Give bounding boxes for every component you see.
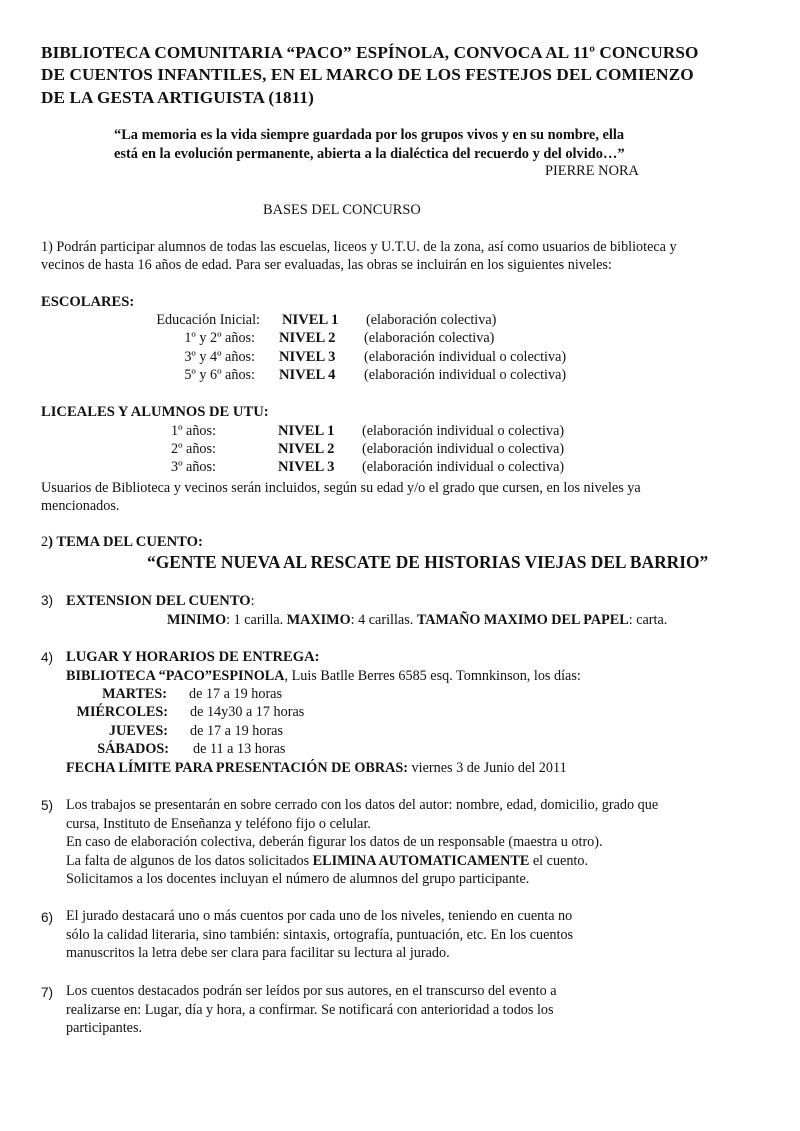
item-4-label: LUGAR Y HORARIOS DE ENTREGA: — [66, 649, 320, 665]
item-4-number: 4) — [41, 650, 54, 665]
schedule-hours-2: de 17 a 19 horas — [190, 723, 283, 739]
liceales-level-2: NIVEL 3 — [278, 459, 335, 475]
liceales-grade-2: 3º años: — [171, 459, 216, 475]
item-3-min-value: : 1 carilla. — [226, 612, 287, 628]
item-3-details — [167, 612, 667, 629]
schedule-day-2: JUEVES: — [108, 723, 168, 739]
document-title-line-1: BIBLIOTECA COMUNITARIA “PACO” ESPÍNOLA, CONVOCA AL 11º CONCURSO — [41, 43, 699, 62]
item-5-line-3: En caso de elaboración colectiva, deberán figurar los datos de un responsable (maestra u otro). — [66, 834, 603, 850]
item-7-line-2: realizarse en: Lugar, día y hora, a confirmar. Se notificará con anterioridad a todos los — [66, 1002, 554, 1018]
escolares-mode-0: (elaboración colectiva) — [366, 312, 497, 328]
item-5-line-5: Solicitamos a los docentes incluyan el número de alumnos del grupo participante. — [66, 871, 530, 887]
item-4-deadline-value: viernes 3 de Junio del 2011 — [408, 760, 567, 776]
quote-author: PIERRE NORA — [545, 163, 639, 179]
escolares-grade-3: 5º y 6º años: — [184, 367, 255, 383]
item-6-line-1: El jurado destacará uno o más cuentos por cada uno de los niveles, teniendo en cuenta no — [66, 908, 573, 924]
item-1-line-1: 1) Podrán participar alumnos de todas las escuelas, liceos y U.T.U. de la zona, así como usuarios de biblioteca y — [41, 239, 677, 255]
item-6-line-2: sólo la calidad literaria, sino también: sintaxis, ortografía, puntuación, etc. En los cuentos — [66, 927, 574, 943]
escolares-mode-1: (elaboración colectiva) — [364, 330, 495, 346]
escolares-mode-3: (elaboración individual o colectiva) — [364, 367, 567, 383]
schedule-day-3: SÁBADOS: — [97, 741, 169, 757]
item-3-label: EXTENSION DEL CUENTO — [66, 593, 251, 609]
liceales-note-line-2: mencionados. — [41, 498, 120, 514]
quote-line-1: “La memoria es la vida siempre guardada por los grupos vivos y en su nombre, ella — [114, 127, 625, 143]
escolares-grade-2: 3º y 4º años: — [184, 349, 255, 365]
item-7-line-1: Los cuentos destacados podrán ser leídos por sus autores, en el transcurso del evento a — [66, 983, 557, 999]
liceales-grade-0: 1º años: — [171, 423, 216, 439]
bases-heading: BASES DEL CONCURSO — [263, 202, 421, 218]
liceales-level-1: NIVEL 2 — [278, 441, 335, 457]
schedule-day-0: MARTES: — [102, 686, 167, 702]
escolares-level-3: NIVEL 4 — [279, 367, 336, 383]
escolares-grade-1: 1º y 2º años: — [184, 330, 255, 346]
item-2-number: 2 — [41, 534, 49, 550]
item-3-min-label: MINIMO — [167, 612, 227, 628]
schedule-hours-1: de 14y30 a 17 horas — [190, 704, 305, 720]
item-5-line-4-bold: ELIMINA AUTOMATICAMENTE — [312, 853, 530, 869]
item-3-max-label: MAXIMO — [286, 612, 351, 628]
liceales-mode-2: (elaboración individual o colectiva) — [362, 459, 565, 475]
liceales-mode-1: (elaboración individual o colectiva) — [362, 441, 565, 457]
item-7-line-3: participantes. — [66, 1020, 143, 1036]
escolares-grade-0: Educación Inicial: — [156, 312, 260, 328]
quote-line-2: está en la evolución permanente, abierta a la dialéctica del recuerdo y del olvido…” — [114, 146, 625, 162]
item-4-place — [66, 668, 581, 685]
document-title-line-2: DE CUENTOS INFANTILES, EN EL MARCO DE LOS FESTEJOS DEL COMIENZO — [41, 65, 694, 84]
item-2-label: ) TEMA DEL CUENTO: — [48, 534, 203, 550]
item-3-paper-label: TAMAÑO MAXIMO DEL PAPEL — [416, 612, 629, 628]
item-3-colon: : — [250, 593, 255, 609]
liceales-level-0: NIVEL 1 — [278, 423, 335, 439]
document-title-line-3: DE LA GESTA ARTIGUISTA (1811) — [41, 88, 314, 107]
schedule-day-1: MIÉRCOLES: — [76, 704, 168, 720]
liceales-note-line-1: Usuarios de Biblioteca y vecinos serán incluidos, según su edad y/o el grado que cursen, en los niveles ya — [41, 480, 641, 496]
item-3-heading — [66, 593, 255, 610]
item-3-number: 3) — [41, 593, 54, 608]
escolares-level-0: NIVEL 1 — [282, 312, 339, 328]
liceales-heading: LICEALES Y ALUMNOS DE UTU: — [41, 404, 269, 420]
item-5-number: 5) — [41, 798, 54, 813]
item-5-line-4-post: el cuento. — [529, 853, 589, 869]
item-6-line-3: manuscritos la letra debe ser clara para facilitar su lectura al jurado. — [66, 945, 450, 961]
schedule-hours-3: de 11 a 13 horas — [193, 741, 286, 757]
item-5-line-4 — [66, 853, 588, 870]
escolares-level-2: NIVEL 3 — [279, 349, 336, 365]
liceales-grade-1: 2º años: — [171, 441, 216, 457]
item-3-max-value: : 4 carillas. — [350, 612, 417, 628]
liceales-mode-0: (elaboración individual o colectiva) — [362, 423, 565, 439]
item-5-line-4-pre: La falta de algunos de los datos solicitados — [66, 853, 313, 869]
item-4-place-address: , Luis Batlle Berres 6585 esq. Tomnkinson, los días: — [284, 668, 581, 684]
item-7-number: 7) — [41, 985, 54, 1000]
item-5-line-1: Los trabajos se presentarán en sobre cerrado con los datos del autor: nombre, edad, domicilio, grado que — [66, 797, 659, 813]
schedule-hours-0: de 17 a 19 horas — [189, 686, 282, 702]
item-6-number: 6) — [41, 910, 54, 925]
escolares-heading: ESCOLARES: — [41, 294, 135, 310]
item-3-paper-value: : carta. — [628, 612, 668, 628]
item-4-deadline-label: FECHA LÍMITE PARA PRESENTACIÓN DE OBRAS: — [66, 760, 408, 776]
item-4-place-name: BIBLIOTECA “PACO”ESPINOLA — [66, 668, 285, 684]
item-2-heading — [41, 534, 203, 551]
item-5-line-2: cursa, Instituto de Enseñanza y teléfono fijo o celular. — [66, 816, 371, 832]
escolares-level-1: NIVEL 2 — [279, 330, 336, 346]
item-4-deadline — [66, 760, 567, 777]
item-2-theme: “GENTE NUEVA AL RESCATE DE HISTORIAS VIEJAS DEL BARRIO” — [147, 552, 709, 572]
escolares-mode-2: (elaboración individual o colectiva) — [364, 349, 567, 365]
item-1-line-2: vecinos de hasta 16 años de edad. Para ser evaluadas, las obras se incluirán en los siguientes niveles: — [41, 257, 612, 273]
